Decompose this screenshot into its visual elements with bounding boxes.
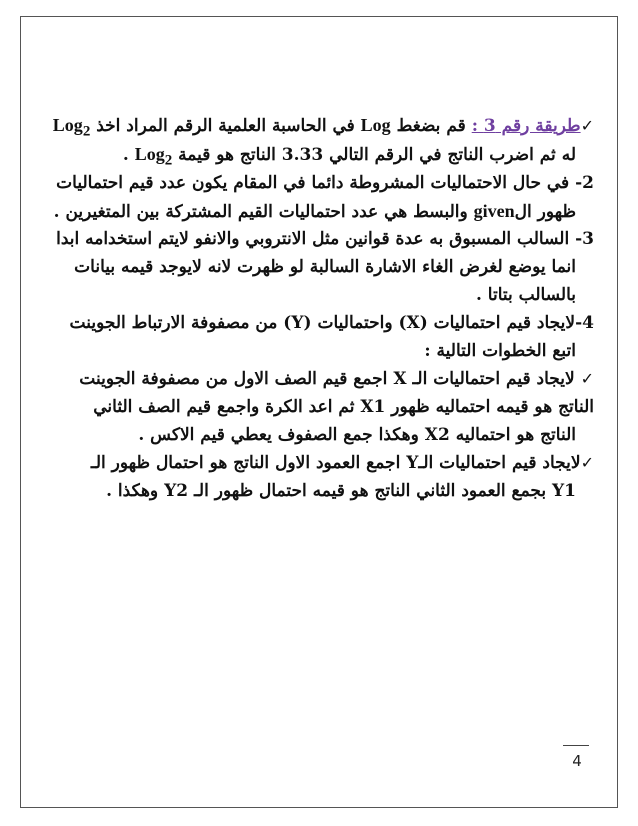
log2-term: Log$_2$ — [52, 115, 91, 140]
text-line: بالسالب بتاتا . — [475, 285, 576, 305]
method-3-line — [46, 111, 594, 140]
text-segment: ظهور ال — [514, 202, 576, 222]
bullet-y-line — [46, 449, 594, 477]
text-line: اتبع الخطوات التالية : — [424, 341, 576, 361]
text-segment: قم بضغط — [390, 116, 472, 136]
text-segment: . — [122, 145, 135, 165]
text-segment: والبسط هي عدد احتماليات القيم المشتركة بين المتغيرين . — [53, 202, 474, 222]
bullet-x-line — [46, 365, 594, 393]
given-term: given — [473, 201, 515, 221]
text-line — [46, 197, 594, 225]
text-line: انما يوضع لغرض الغاء الاشارة السالبة لو ظهرت لانه لايوجد قيمه بيانات — [74, 257, 576, 277]
method-label: طريقة رقم 3 : — [471, 116, 581, 136]
log2-term: Log$_2$ — [134, 144, 173, 169]
page-number: 4 — [572, 752, 582, 770]
checkmark-icon: ✓ — [580, 453, 594, 472]
point-4-line: 4-لايجاد قيم احتماليات (X) واحتماليات (Y) من مصفوفة الارتباط الجوينت — [69, 313, 594, 333]
text-segment: له ثم اضرب الناتج في الرقم التالي 3.33 الناتج هو قيمة — [172, 145, 576, 165]
text-segment: لايجاد قيم احتماليات الـ X اجمع قيم الصف الاول من مصفوفة الجوينت — [79, 369, 581, 389]
log-term: Log — [360, 115, 391, 135]
point-2-line: 2- في حال الاحتماليات المشروطة دائما في المقام يكون عدد قيم احتماليات — [56, 173, 594, 193]
text-segment: لايجاد قيم احتماليات الـY اجمع العمود الاول الناتج هو احتمال ظهور الـ — [90, 453, 581, 473]
text-segment: في الحاسبة العلمية الرقم المراد اخذ — [90, 116, 361, 136]
text-line — [46, 140, 594, 169]
text-line: الناتج هو قيمه احتماليه ظهور X1 ثم اعد الكرة واجمع قيم الصف الثاني — [93, 397, 594, 417]
text-line: الناتج هو احتماليه X2 وهكذا جمع الصفوف يعطي قيم الاكس . — [138, 425, 576, 445]
point-3-line: 3- السالب المسبوق به عدة قوانين مثل الانتروبي والانفو لايتم استخدامه ابدا — [56, 229, 594, 249]
text-line: Y1 بجمع العمود الثاني الناتج هو قيمه احتمال ظهور الـ Y2 وهكذا . — [106, 481, 576, 501]
checkmark-icon: ✓ — [580, 116, 594, 135]
footer-divider — [563, 745, 589, 746]
document-body — [46, 111, 594, 505]
checkmark-icon: ✓ — [580, 369, 594, 388]
